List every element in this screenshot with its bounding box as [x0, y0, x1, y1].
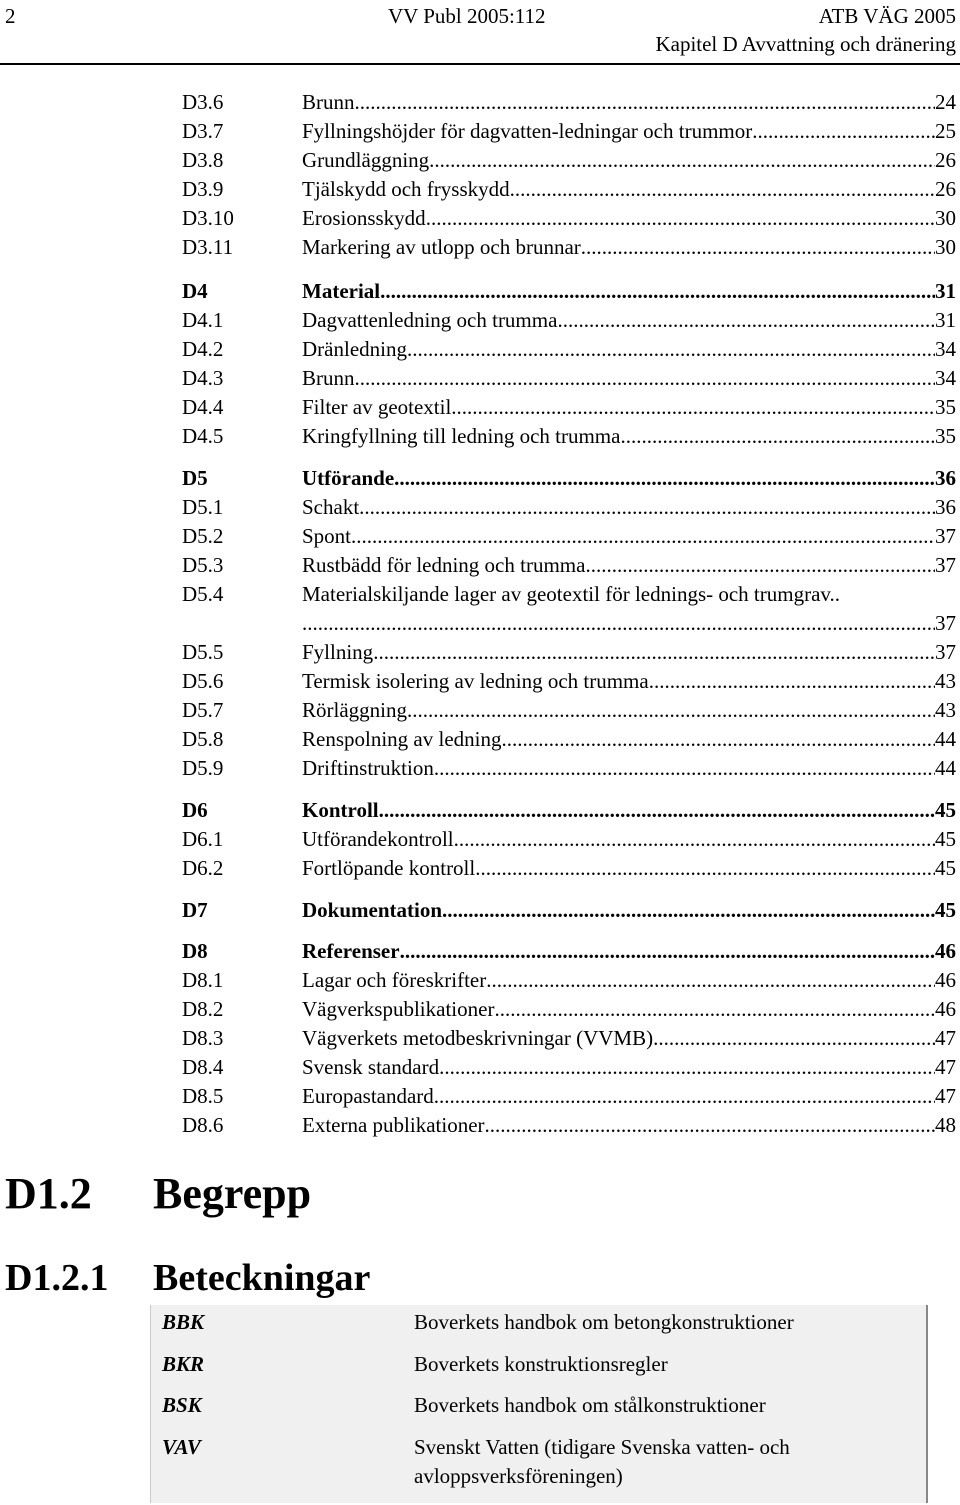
toc-page-number: 47 — [935, 1026, 956, 1050]
toc-title: Erosionsskydd — [302, 206, 426, 230]
toc-row[interactable] — [182, 1053, 956, 1082]
abbreviation-value: Boverkets handbok om betongkonstruktioner — [414, 1310, 794, 1334]
toc-row[interactable] — [182, 464, 956, 493]
toc-entry — [302, 393, 956, 422]
toc-entry — [302, 796, 956, 825]
toc-title: Dränledning — [302, 337, 407, 361]
toc-entry — [302, 146, 956, 175]
toc-page-number: 45 — [935, 798, 956, 822]
toc-page-number: 44 — [935, 727, 956, 751]
toc-leader-dots — [494, 995, 935, 1024]
toc-row[interactable] — [182, 1024, 956, 1053]
toc-leader-dots — [394, 464, 935, 493]
toc-entry — [302, 696, 956, 725]
toc-page-number: 35 — [935, 424, 956, 448]
toc-title: Rörläggning — [302, 698, 407, 722]
toc-page-number: 37 — [935, 524, 956, 548]
toc-title: Externa publikationer — [302, 1113, 485, 1137]
toc-leader-dots — [585, 551, 935, 580]
toc-leader-dots — [649, 667, 935, 696]
toc-page-number: 24 — [935, 90, 956, 114]
toc-number: D3.8 — [182, 148, 224, 172]
toc-title: Driftinstruktion — [302, 756, 434, 780]
toc-leader-dots — [380, 277, 935, 306]
toc-page-number: 46 — [935, 939, 956, 963]
toc-leader-dots — [426, 204, 935, 233]
toc-entry — [302, 1053, 956, 1082]
toc-title: Svensk standard — [302, 1055, 440, 1079]
toc-number: D4.5 — [182, 424, 224, 448]
toc-page-number: 30 — [935, 235, 956, 259]
toc-page-number: 36 — [935, 466, 956, 490]
toc-title: Schakt — [302, 495, 360, 519]
toc-entry — [302, 580, 956, 609]
toc-entry — [302, 937, 956, 966]
toc-leader-dots — [653, 1024, 935, 1053]
section-number: D1.2 — [5, 1169, 92, 1218]
toc-number: D5.6 — [182, 669, 224, 693]
table-border-right — [926, 1305, 928, 1503]
toc-row[interactable] — [182, 754, 956, 783]
toc-entry — [302, 854, 956, 883]
toc-row[interactable] — [182, 146, 956, 175]
toc-number: D4.4 — [182, 395, 224, 419]
toc-entry — [302, 754, 956, 783]
toc-row[interactable] — [182, 667, 956, 696]
toc-row[interactable] — [182, 306, 956, 335]
toc-entry — [302, 825, 956, 854]
subsection-number: D1.2.1 — [5, 1257, 109, 1299]
abbreviation-value: Svenskt Vatten (tidigare Svenska vatten- och avloppsverksföreningen) — [414, 1435, 790, 1488]
toc-page-number: 44 — [935, 756, 956, 780]
toc-title: Spont — [302, 524, 352, 548]
toc-entry — [302, 117, 956, 146]
toc-row[interactable] — [182, 896, 956, 925]
toc-leader-dots — [355, 364, 936, 393]
toc-title: Tjälskydd och frysskydd — [302, 177, 510, 201]
toc-page-number: 45 — [935, 827, 956, 851]
toc-row[interactable] — [182, 117, 956, 146]
toc-entry — [302, 896, 956, 925]
toc-number: D5.7 — [182, 698, 224, 722]
toc-row[interactable] — [182, 995, 956, 1024]
toc-title: Grundläggning — [302, 148, 430, 172]
toc-number: D5.8 — [182, 727, 224, 751]
toc-page-number: 37 — [935, 640, 956, 664]
abbreviation-key: BBK — [162, 1310, 205, 1334]
toc-row[interactable] — [182, 854, 956, 883]
toc-row[interactable] — [182, 796, 956, 825]
toc-row[interactable] — [182, 88, 956, 117]
toc-entry — [302, 464, 956, 493]
toc-title: Markering av utlopp och brunnar — [302, 235, 581, 259]
toc-title: Fortlöpande kontroll — [302, 856, 476, 880]
toc-page-number: 25 — [935, 119, 956, 143]
toc-page-number: 46 — [935, 968, 956, 992]
toc-row[interactable] — [182, 638, 956, 667]
toc-row[interactable] — [182, 204, 956, 233]
toc-entry — [302, 638, 956, 667]
toc-number: D4.1 — [182, 308, 224, 332]
toc-page-number: 47 — [935, 1055, 956, 1079]
toc-number: D8.3 — [182, 1026, 224, 1050]
abbreviation-key: VAV — [162, 1435, 201, 1459]
toc-page-number: 36 — [935, 495, 956, 519]
toc-number: D5.3 — [182, 553, 224, 577]
toc-page-number: 46 — [935, 997, 956, 1021]
toc-row[interactable] — [182, 825, 956, 854]
toc-leader-dots — [557, 306, 935, 335]
toc-row[interactable] — [182, 233, 956, 262]
toc-leader-dots — [373, 638, 935, 667]
toc-leader-dots — [501, 725, 935, 754]
toc-page-number: 34 — [935, 337, 956, 361]
toc-title: Filter av geotextil — [302, 395, 452, 419]
toc-page-number: 34 — [935, 366, 956, 390]
toc-leader-dots — [355, 88, 936, 117]
abbreviation-key: BKR — [162, 1352, 205, 1376]
toc-row[interactable] — [182, 393, 956, 422]
abbreviation-value: Boverkets konstruktionsregler — [414, 1352, 668, 1376]
abbreviation-key: BSK — [162, 1393, 202, 1417]
toc-leader-dots — [407, 335, 935, 364]
toc-number: D3.11 — [182, 235, 234, 259]
page-number: 2 — [5, 4, 16, 28]
toc-page-number: 45 — [935, 898, 956, 922]
toc-row[interactable] — [182, 364, 956, 393]
toc-title: Fyllning — [302, 640, 374, 664]
toc-leader-dots — [442, 896, 935, 925]
toc-title: Brunn — [302, 366, 355, 390]
toc-number: D6.1 — [182, 827, 224, 851]
toc-page-number: 26 — [935, 177, 956, 201]
abbreviation-value: Boverkets handbok om stålkonstruktioner — [414, 1393, 766, 1417]
toc-number: D8.5 — [182, 1084, 224, 1108]
toc-leader-dots — [451, 393, 935, 422]
toc-leader-dots — [379, 796, 935, 825]
toc-title: Utförandekontroll — [302, 827, 454, 851]
toc-row[interactable] — [182, 966, 956, 995]
toc-page-number: 31 — [935, 308, 956, 332]
toc-number: D8 — [182, 939, 208, 963]
toc-leader-dots — [620, 422, 935, 451]
toc-title: Referenser — [302, 939, 400, 963]
toc-entry — [302, 609, 956, 638]
toc-row[interactable] — [182, 725, 956, 754]
toc-entry — [302, 88, 956, 117]
toc-leader-dots — [581, 233, 935, 262]
toc-entry — [302, 493, 956, 522]
toc-entry — [302, 277, 956, 306]
subsection-title: Beteckningar — [153, 1257, 371, 1299]
toc-number: D5.5 — [182, 640, 224, 664]
toc-row[interactable] — [182, 422, 956, 451]
toc-title: Vägverkets metodbeskrivningar (VVMB) — [302, 1026, 654, 1050]
toc-page-number: 48 — [935, 1113, 956, 1137]
toc-number: D5 — [182, 466, 208, 490]
toc-entry — [302, 204, 956, 233]
toc-title: Termisk isolering av ledning och trumma — [302, 669, 649, 693]
toc-entry — [302, 233, 956, 262]
toc-row[interactable] — [182, 277, 956, 306]
toc-row[interactable] — [182, 335, 956, 364]
toc-leader-dots — [485, 1111, 935, 1140]
toc-page-number: 37 — [935, 553, 956, 577]
toc-row[interactable] — [182, 522, 956, 551]
toc-number: D5.1 — [182, 495, 224, 519]
toc-title: Lagar och föreskrifter — [302, 968, 487, 992]
toc-row[interactable] — [182, 1111, 956, 1140]
toc-entry — [302, 1111, 956, 1140]
toc-page-number: 43 — [935, 698, 956, 722]
toc-number: D4 — [182, 279, 208, 303]
toc-title: Kontroll — [302, 798, 379, 822]
toc-row[interactable] — [182, 580, 956, 609]
toc-title: Renspolning av ledning — [302, 727, 502, 751]
toc-entry — [302, 364, 956, 393]
toc-title: Vägverkspublikationer — [302, 997, 495, 1021]
toc-page-number: 31 — [935, 279, 956, 303]
toc-title: Dokumentation — [302, 898, 443, 922]
toc-number: D3.10 — [182, 206, 234, 230]
toc-row[interactable] — [182, 609, 956, 638]
toc-number: D6 — [182, 798, 208, 822]
toc-number: D8.6 — [182, 1113, 224, 1137]
toc-entry — [302, 995, 956, 1024]
toc-number: D4.3 — [182, 366, 224, 390]
publication-id: VV Publ 2005:112 — [388, 4, 546, 28]
toc-title: Dagvattenledning och trumma — [302, 308, 558, 332]
toc-entry — [302, 175, 956, 204]
toc-number: D7 — [182, 898, 208, 922]
toc-leader-dots — [434, 754, 935, 783]
toc-number: D3.6 — [182, 90, 224, 114]
toc-title: Europastandard — [302, 1084, 434, 1108]
toc-leader-dots — [429, 146, 935, 175]
toc-number: D5.4 — [182, 582, 224, 606]
toc-row[interactable] — [182, 493, 956, 522]
toc-title: Material — [302, 279, 381, 303]
toc-number: D3.9 — [182, 177, 224, 201]
toc-page-number: 35 — [935, 395, 956, 419]
toc-leader-dots — [400, 937, 935, 966]
toc-title: Brunn — [302, 90, 355, 114]
chapter-title: Kapitel D Avvattning och dränering — [655, 32, 956, 56]
toc-page-number: 43 — [935, 669, 956, 693]
section-title: Begrepp — [153, 1169, 312, 1218]
toc-entry — [302, 667, 956, 696]
toc-number: D4.2 — [182, 337, 224, 361]
toc-entry — [302, 422, 956, 451]
toc-leader-dots — [475, 854, 935, 883]
toc-row[interactable] — [182, 1082, 956, 1111]
toc-entry — [302, 1082, 956, 1111]
toc-entry — [302, 306, 956, 335]
toc-leader-dots — [486, 966, 935, 995]
toc-number: D5.2 — [182, 524, 224, 548]
header-rule — [0, 63, 960, 65]
toc-number: D3.7 — [182, 119, 224, 143]
toc-title: Rustbädd för ledning och trumma — [302, 553, 586, 577]
toc-page-number: 47 — [935, 1084, 956, 1108]
toc-page-number: 26 — [935, 148, 956, 172]
series-title: ATB VÄG 2005 — [818, 4, 956, 28]
toc-row[interactable] — [182, 696, 956, 725]
toc-leader-dots — [752, 117, 935, 146]
toc-leader-dots — [510, 175, 935, 204]
toc-leader-dots — [439, 1053, 935, 1082]
toc-leader-dots — [359, 493, 935, 522]
toc-page-number: 30 — [935, 206, 956, 230]
table-border-left — [150, 1305, 151, 1503]
toc-leader-dots — [434, 1082, 935, 1111]
toc-entry — [302, 522, 956, 551]
toc-number: D8.2 — [182, 997, 224, 1021]
toc-leader-dots — [302, 609, 935, 638]
toc-entry — [302, 1024, 956, 1053]
toc-page-number: 45 — [935, 856, 956, 880]
toc-title: Utförande — [302, 466, 395, 490]
toc-entry — [302, 335, 956, 364]
toc-entry — [302, 551, 956, 580]
toc-leader-dots — [351, 522, 935, 551]
toc-row[interactable] — [182, 175, 956, 204]
toc-entry — [302, 966, 956, 995]
toc-page-number: 37 — [935, 611, 956, 635]
toc-row[interactable] — [182, 937, 956, 966]
toc-number: D5.9 — [182, 756, 224, 780]
toc-entry — [302, 725, 956, 754]
toc-leader-dots — [454, 825, 935, 854]
toc-number: D8.4 — [182, 1055, 224, 1079]
toc-title: Materialskiljande lager av geotextil för lednings- och trumgrav.. — [302, 582, 841, 606]
toc-title: Fyllningshöjder för dagvatten-ledningar och trummor — [302, 119, 753, 143]
toc-row[interactable] — [182, 551, 956, 580]
toc-number: D8.1 — [182, 968, 224, 992]
toc-title: Kringfyllning till ledning och trumma — [302, 424, 621, 448]
toc-number: D6.2 — [182, 856, 224, 880]
toc-leader-dots — [407, 696, 935, 725]
